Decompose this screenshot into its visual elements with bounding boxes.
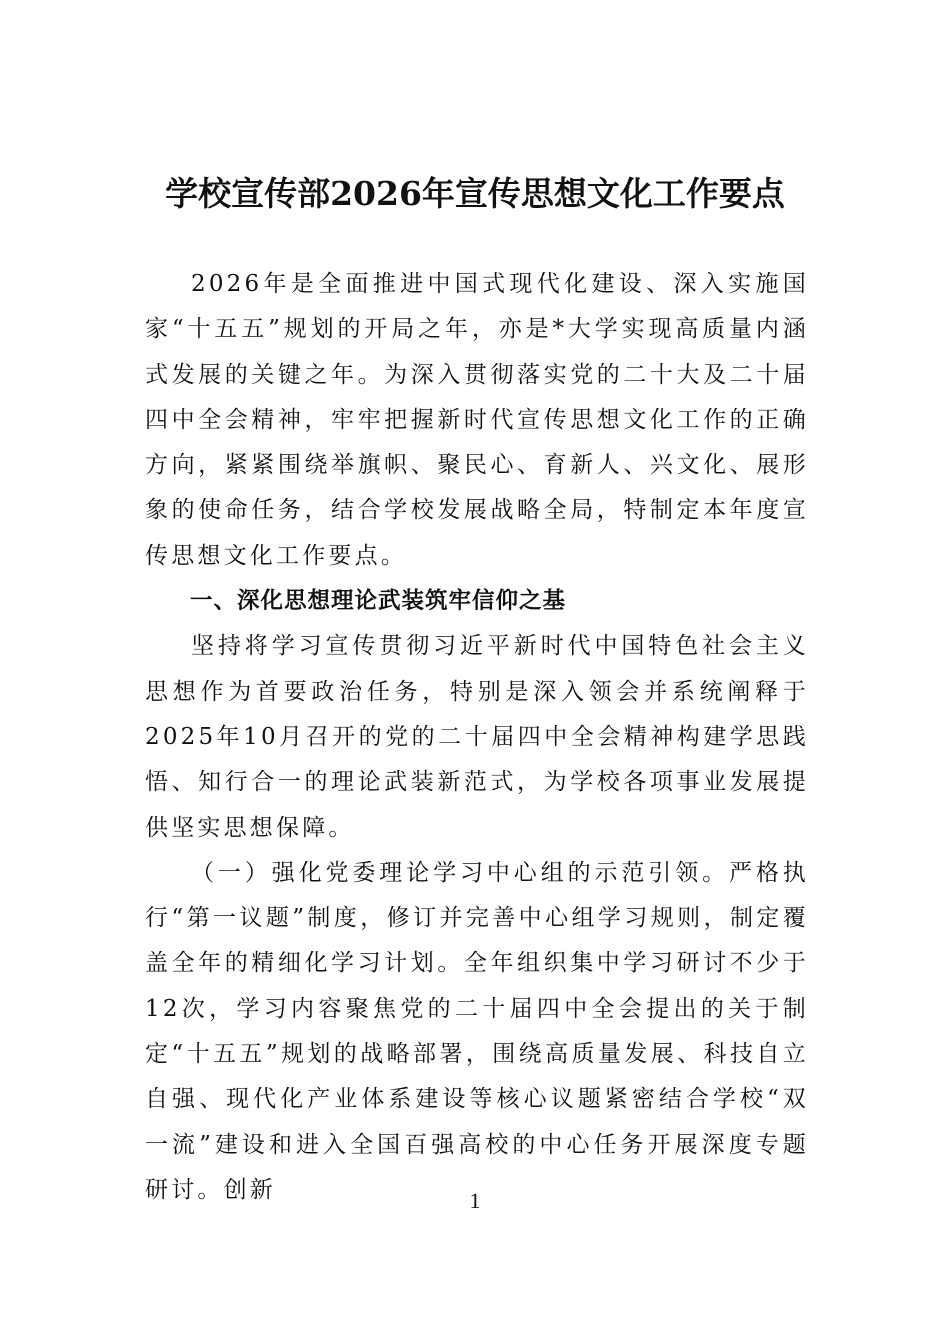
subsection-1-text: 严格执行“第一议题”制度，修订并完善中心组学习规则，制定覆盖全年的精细化学习计划。全年组织集中学习研讨不少于12次，学习内容聚焦党的二十届四中全会提出的关于制定“十五五”规划的战略部署，围绕高质量发展、科技自立自强、现代化产业体系建设等核心议题紧密结合学校“双一流”建设和进入全国百强高校的中心任务开展深度专题研讨。创新 [145,859,809,1203]
page-number: 1 [469,1188,481,1213]
subsection-1-paragraph [145,851,809,1213]
section-1-heading: 一、深化思想理论武装筑牢信仰之基 [190,588,567,615]
document-title: 学校宣传部2026年宣传思想文化工作要点 [165,174,785,213]
document-body [145,262,809,1213]
subsection-1-lead: （一）强化党委理论学习中心组的示范引领。 [191,859,729,886]
intro-paragraph: 2026年是全面推进中国式现代化建设、深入实施国家“十五五”规划的开局之年，亦是*大学实现高质量内涵式发展的关键之年。为深入贯彻落实党的二十大及二十届四中全会精神，牢牢把握新时代宣传思想文化工作的正确方向，紧紧围绕举旗帜、聚民心、育新人、兴文化、展形象的使命任务，结合学校发展战略全局，特制定本年度宣传思想文化工作要点。 [145,271,809,569]
section-1-paragraph: 坚持将学习宣传贯彻习近平新时代中国特色社会主义思想作为首要政治任务，特别是深入领会并系统阐释于2025年10月召开的党的二十届四中全会精神构建学思践悟、知行合一的理论武装新范式，为学校各项事业发展提供坚实思想保障。 [145,633,809,841]
